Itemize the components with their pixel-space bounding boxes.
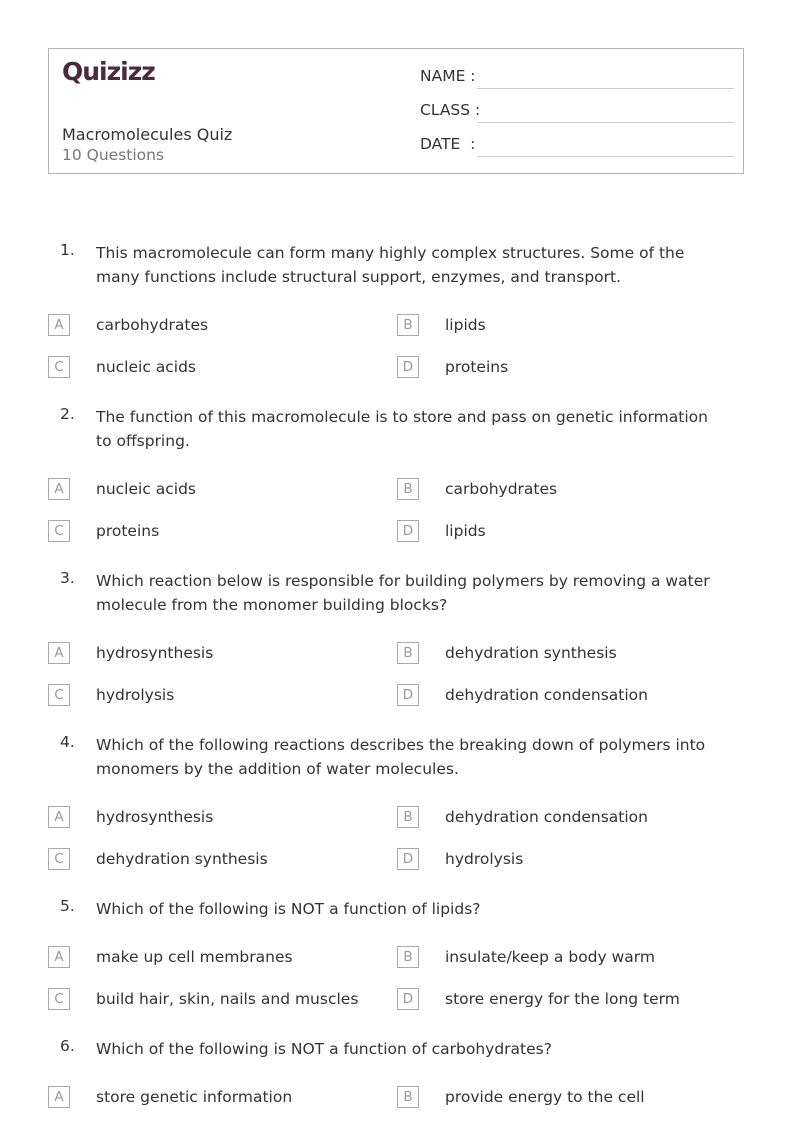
- option-text: hydrosynthesis: [96, 808, 214, 826]
- question-number: 6.: [60, 1037, 75, 1055]
- option-letter-box[interactable]: D: [397, 684, 419, 706]
- option-text: provide energy to the cell: [445, 1088, 645, 1106]
- option-text: carbohydrates: [96, 316, 209, 334]
- option-text: lipids: [445, 316, 486, 334]
- question-text: Which of the following is NOT a function of lipids?: [96, 900, 481, 918]
- option-text: make up cell membranes: [96, 948, 293, 966]
- option-text: carbohydrates: [445, 480, 558, 498]
- class-line[interactable]: [477, 122, 734, 123]
- option-text: hydrosynthesis: [96, 644, 214, 662]
- question-number: 5.: [60, 897, 75, 915]
- question-text: Which of the following reactions describes the breaking down of polymers into monomers by the addition of water molecules.: [96, 736, 706, 778]
- option-text: proteins: [96, 522, 160, 540]
- option-letter-box[interactable]: C: [48, 988, 70, 1010]
- option-text: lipids: [445, 522, 486, 540]
- option-letter-box[interactable]: B: [397, 478, 419, 500]
- option-text: dehydration synthesis: [445, 644, 617, 662]
- question-text: The function of this macromolecule is to store and pass on genetic information to offspring.: [96, 408, 708, 450]
- quiz-title: Macromolecules Quiz: [62, 125, 233, 144]
- class-field[interactable]: [420, 101, 734, 125]
- option-text: proteins: [445, 358, 509, 376]
- question-number: 4.: [60, 733, 75, 751]
- option-letter-box[interactable]: A: [48, 1086, 70, 1108]
- question-count: 10 Questions: [62, 146, 165, 164]
- option-letter-box[interactable]: D: [397, 988, 419, 1010]
- question-text: Which reaction below is responsible for building polymers by removing a water molecule from the monomer building blocks?: [96, 572, 710, 614]
- option-letter-box[interactable]: B: [397, 314, 419, 336]
- quizizz-logo: Quizizz: [62, 57, 155, 86]
- option-letter-box[interactable]: B: [397, 806, 419, 828]
- name-label: NAME :: [420, 67, 476, 85]
- question-number: 3.: [60, 569, 75, 587]
- option-text: dehydration condensation: [445, 686, 648, 704]
- option-letter-box[interactable]: A: [48, 478, 70, 500]
- option-letter-box[interactable]: D: [397, 356, 419, 378]
- option-text: dehydration synthesis: [96, 850, 268, 868]
- option-text: insulate/keep a body warm: [445, 948, 655, 966]
- option-text: dehydration condensation: [445, 808, 648, 826]
- date-label: DATE :: [420, 135, 476, 153]
- option-text: build hair, skin, nails and muscles: [96, 990, 359, 1008]
- option-letter-box[interactable]: A: [48, 314, 70, 336]
- date-line[interactable]: [477, 156, 734, 157]
- name-line[interactable]: [477, 88, 734, 89]
- option-text: hydrolysis: [96, 686, 175, 704]
- option-text: hydrolysis: [445, 850, 524, 868]
- option-letter-box[interactable]: D: [397, 848, 419, 870]
- option-letter-box[interactable]: C: [48, 356, 70, 378]
- option-text: nucleic acids: [96, 358, 197, 376]
- name-field[interactable]: [420, 67, 734, 91]
- question-number: 2.: [60, 405, 75, 423]
- option-letter-box[interactable]: C: [48, 520, 70, 542]
- date-field[interactable]: [420, 135, 734, 159]
- option-letter-box[interactable]: A: [48, 946, 70, 968]
- option-letter-box[interactable]: A: [48, 806, 70, 828]
- option-letter-box[interactable]: C: [48, 684, 70, 706]
- option-letter-box[interactable]: A: [48, 642, 70, 664]
- class-label: CLASS :: [420, 101, 481, 119]
- option-letter-box[interactable]: B: [397, 946, 419, 968]
- option-text: store energy for the long term: [445, 990, 680, 1008]
- option-letter-box[interactable]: C: [48, 848, 70, 870]
- option-letter-box[interactable]: D: [397, 520, 419, 542]
- worksheet-header: [48, 48, 744, 174]
- option-letter-box[interactable]: B: [397, 1086, 419, 1108]
- option-text: store genetic information: [96, 1088, 293, 1106]
- option-letter-box[interactable]: B: [397, 642, 419, 664]
- question-number: 1.: [60, 241, 75, 259]
- option-text: nucleic acids: [96, 480, 197, 498]
- question-text: Which of the following is NOT a function of carbohydrates?: [96, 1040, 552, 1058]
- question-text: This macromolecule can form many highly complex structures. Some of the many functions include structural support, enzymes, and transport.: [96, 244, 685, 286]
